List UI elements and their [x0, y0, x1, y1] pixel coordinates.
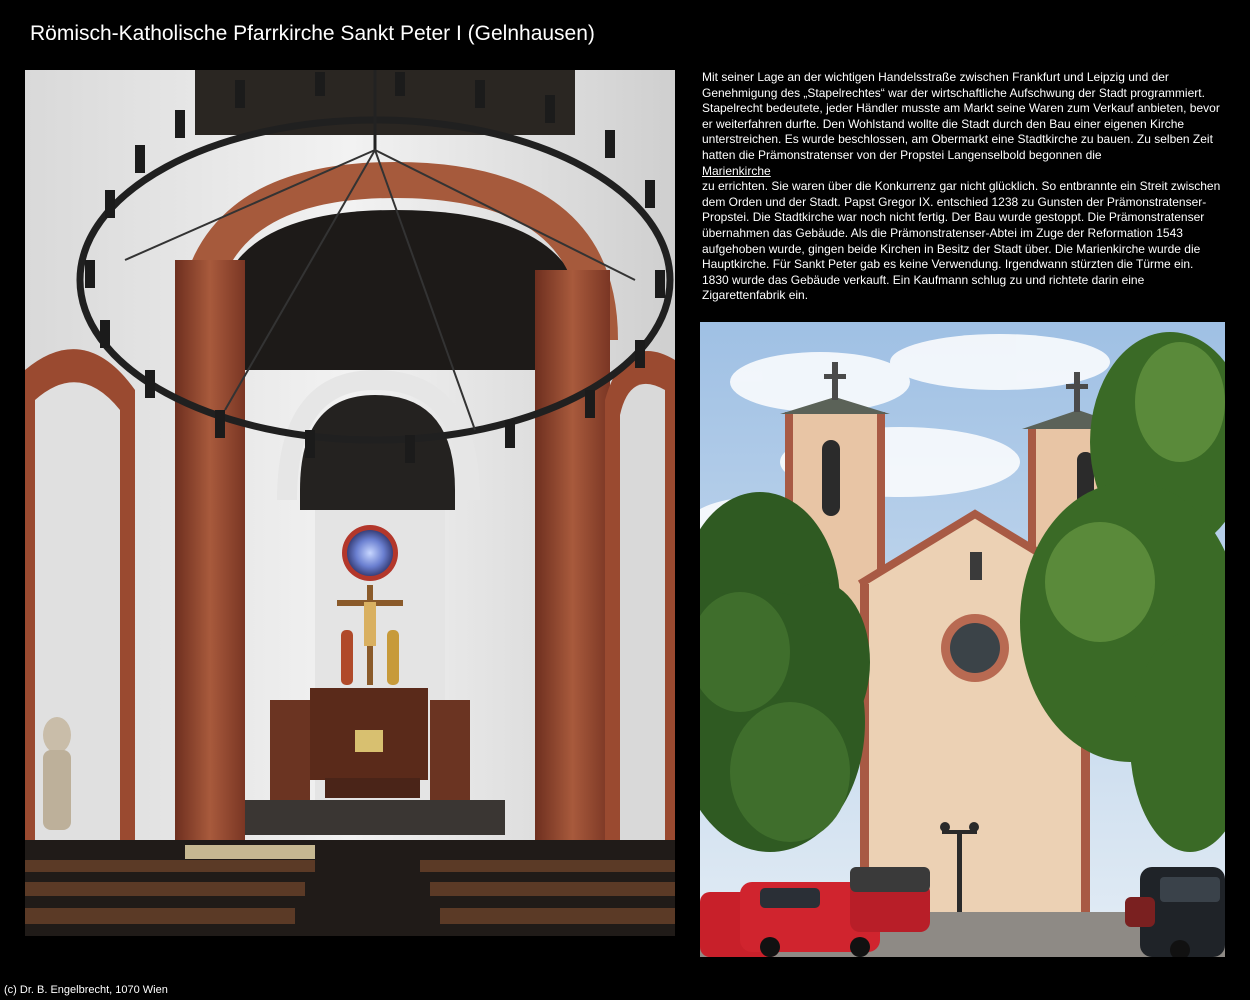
church-exterior-image	[700, 322, 1225, 957]
page-title: Römisch-Katholische Pfarrkirche Sankt Peter I (Gelnhausen)	[30, 22, 595, 45]
church-interior-image	[25, 70, 675, 936]
church-exterior-photo	[700, 322, 1225, 957]
marienkirche-link[interactable]: Marienkirche	[702, 163, 771, 178]
description-text	[702, 70, 1222, 304]
description-paragraph-start: Mit seiner Lage an der wichtigen Handelsstraße zwischen Frankfurt und Leipzig und der Genehmigung des „Stapelrechtes“ war der wirtschaftliche Aufschwung der Stadt programmiert. Stapelrecht bedeutete, jeder Händler musste am Markt seine Waren zum Verkauf anbieten, bevor er weiterfahren durfte. Den Wohlstand wollte die Stadt durch den Bau einer eigenen Kirche unterstreichen. Es wurde beschlossen, am Obermarkt eine Stadtkirche zu bauen. Zu selben Zeit hatten die Prämonstratenser von der Propstei Langenselbold begonnen die	[702, 70, 1220, 162]
description-paragraph-end: zu errichten. Sie waren über die Konkurrenz gar nicht glücklich. So entbrannte ein Streit zwischen dem Orden und der Stadt. Papst Gregor IX. entschied 1238 zu Gunsten der Prämonstratenser-Propstei. Die Stadtkirche war noch nicht fertig. Der Bau wurde gestoppt. Die Prämonstratenser übernahmen das Gebäude. Als die Prämonstratenser-Abtei im Zuge der Reformation 1543 aufgehoben wurde, gingen beide Kirchen in Besitz der Stadt über. Die Marienkirche wurde die Hauptkirche. Für Sankt Peter gab es keine Verwendung. Irgendwann stürzten die Türme ein. 1830 wurde das Gebäude verkauft. Ein Kaufmann schlug zu und richtete darin eine Zigarettenfabrik ein.	[702, 179, 1221, 303]
church-interior-photo	[25, 70, 675, 936]
copyright-footer: (c) Dr. B. Engelbrecht, 1070 Wien	[4, 984, 168, 996]
